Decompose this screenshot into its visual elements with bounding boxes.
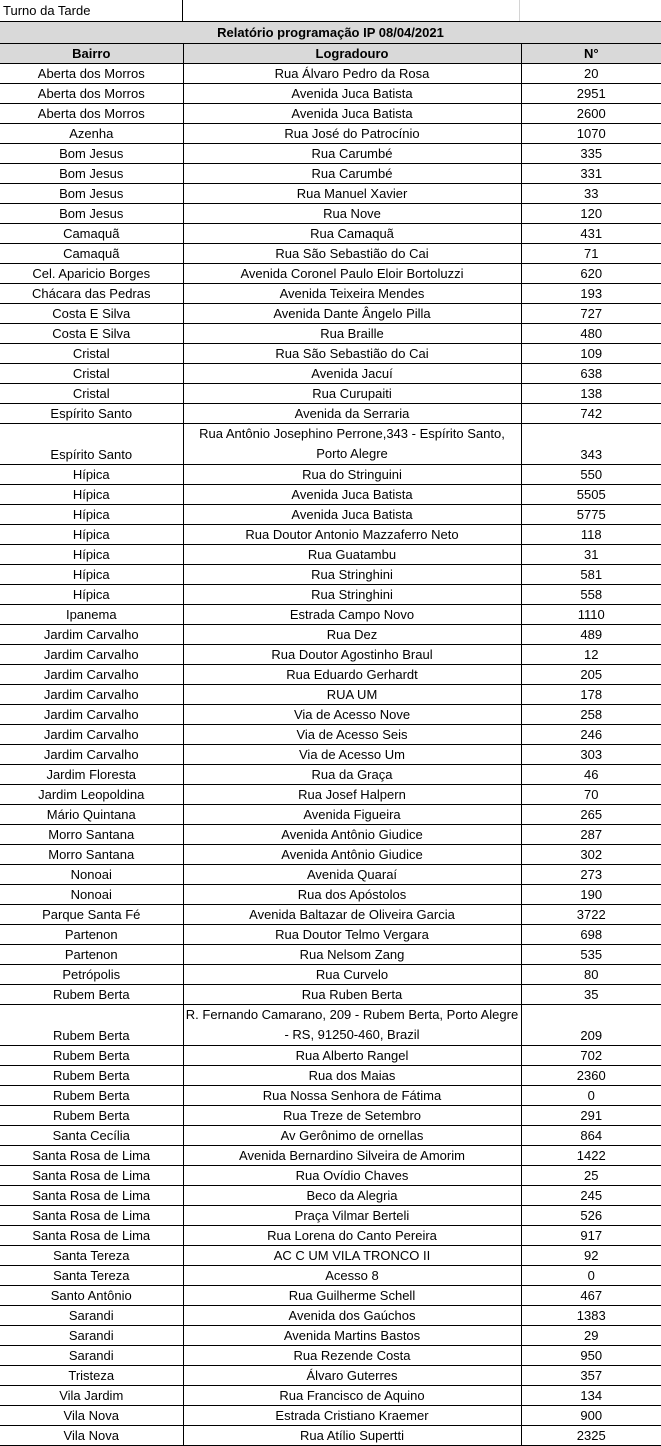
cell-bairro[interactable]: Jardim Floresta [0, 765, 183, 785]
table-row [0, 545, 661, 565]
cell-numero[interactable]: 120 [521, 204, 661, 224]
cell-logradouro[interactable]: Rua Stringhini [183, 565, 521, 585]
table-row [0, 404, 661, 424]
shift-row [0, 0, 661, 22]
cell-numero[interactable]: 467 [521, 1286, 661, 1306]
cell-bairro[interactable]: Ipanema [0, 605, 183, 625]
cell-logradouro[interactable]: Avenida Figueira [183, 805, 521, 825]
cell-logradouro[interactable]: Avenida Juca Batista [183, 84, 521, 104]
cell-numero[interactable]: 20 [521, 64, 661, 84]
cell-bairro[interactable]: Rubem Berta [0, 1066, 183, 1086]
empty-cell[interactable] [520, 0, 661, 21]
cell-bairro[interactable]: Cristal [0, 344, 183, 364]
cell-bairro[interactable]: Jardim Carvalho [0, 745, 183, 765]
table-row [0, 865, 661, 885]
cell-numero[interactable]: 1110 [521, 605, 661, 625]
cell-logradouro[interactable]: Avenida da Serraria [183, 404, 521, 424]
cell-numero[interactable]: 134 [521, 1386, 661, 1406]
table-row [0, 1086, 661, 1106]
table-row [0, 745, 661, 765]
cell-numero[interactable]: 1070 [521, 124, 661, 144]
cell-bairro[interactable]: Cristal [0, 384, 183, 404]
table-row [0, 925, 661, 945]
cell-logradouro[interactable]: Avenida Dante Ângelo Pilla [183, 304, 521, 324]
cell-logradouro[interactable]: Beco da Alegria [183, 1186, 521, 1206]
shift-label-cell[interactable]: Turno da Tarde [0, 0, 183, 21]
cell-bairro[interactable]: Rubem Berta [0, 985, 183, 1005]
cell-numero[interactable]: 900 [521, 1406, 661, 1426]
table-row [0, 324, 661, 344]
cell-bairro[interactable]: Petrópolis [0, 965, 183, 985]
table-row [0, 1306, 661, 1326]
cell-bairro[interactable]: Hípica [0, 485, 183, 505]
cell-logradouro[interactable]: Rua Camaquã [183, 224, 521, 244]
cell-numero[interactable]: 698 [521, 925, 661, 945]
cell-bairro[interactable]: Sarandi [0, 1346, 183, 1366]
cell-logradouro[interactable]: Rua Treze de Setembro [183, 1106, 521, 1126]
cell-logradouro[interactable]: Rua Doutor Agostinho Braul [183, 645, 521, 665]
cell-numero[interactable]: 331 [521, 164, 661, 184]
cell-logradouro[interactable]: Rua dos Apóstolos [183, 885, 521, 905]
cell-bairro[interactable]: Bom Jesus [0, 144, 183, 164]
cell-numero[interactable]: 31 [521, 545, 661, 565]
cell-numero[interactable]: 357 [521, 1366, 661, 1386]
cell-logradouro[interactable]: Rua do Stringuini [183, 465, 521, 485]
table-row [0, 1426, 661, 1446]
cell-bairro[interactable]: Morro Santana [0, 845, 183, 865]
cell-bairro[interactable]: Jardim Carvalho [0, 725, 183, 745]
cell-bairro[interactable]: Rubem Berta [0, 1046, 183, 1066]
cell-bairro[interactable]: Santa Tereza [0, 1246, 183, 1266]
table-row [0, 965, 661, 985]
column-header-logradouro[interactable]: Logradouro [183, 44, 521, 64]
header-row [0, 44, 661, 64]
table-row [0, 1406, 661, 1426]
cell-numero[interactable]: 33 [521, 184, 661, 204]
table-row [0, 384, 661, 404]
cell-logradouro[interactable]: Rua Josef Halpern [183, 785, 521, 805]
cell-logradouro[interactable]: RUA UM [183, 685, 521, 705]
cell-numero[interactable]: 489 [521, 625, 661, 645]
cell-logradouro[interactable]: Avenida Juca Batista [183, 505, 521, 525]
table-row [0, 1066, 661, 1086]
cell-numero[interactable]: 742 [521, 404, 661, 424]
cell-bairro[interactable]: Vila Nova [0, 1426, 183, 1446]
cell-logradouro[interactable]: Rua Doutor Telmo Vergara [183, 925, 521, 945]
cell-logradouro[interactable]: Avenida Bernardino Silveira de Amorim [183, 1146, 521, 1166]
cell-bairro[interactable]: Parque Santa Fé [0, 905, 183, 925]
table-row [0, 805, 661, 825]
cell-logradouro[interactable]: Rua Curvelo [183, 965, 521, 985]
cell-logradouro[interactable]: Rua São Sebastião do Cai [183, 244, 521, 264]
cell-bairro[interactable]: Santa Rosa de Lima [0, 1166, 183, 1186]
cell-logradouro[interactable]: Rua Ovídio Chaves [183, 1166, 521, 1186]
cell-logradouro[interactable]: Avenida Quaraí [183, 865, 521, 885]
cell-numero[interactable]: 35 [521, 985, 661, 1005]
cell-numero[interactable]: 2325 [521, 1426, 661, 1446]
cell-logradouro[interactable]: Rua Rezende Costa [183, 1346, 521, 1366]
table-row [0, 124, 661, 144]
cell-numero[interactable]: 950 [521, 1346, 661, 1366]
cell-bairro[interactable]: Jardim Carvalho [0, 625, 183, 645]
table-row [0, 364, 661, 384]
table-row [0, 64, 661, 84]
cell-logradouro[interactable]: Rua Braille [183, 324, 521, 344]
table-row [0, 725, 661, 745]
cell-bairro[interactable]: Morro Santana [0, 825, 183, 845]
cell-logradouro[interactable]: Av Gerônimo de ornellas [183, 1126, 521, 1146]
cell-numero[interactable]: 5775 [521, 505, 661, 525]
cell-logradouro[interactable]: Avenida Antônio Giudice [183, 845, 521, 865]
cell-numero[interactable]: 258 [521, 705, 661, 725]
table-row [0, 905, 661, 925]
table-row [0, 424, 661, 465]
cell-numero[interactable]: 581 [521, 565, 661, 585]
cell-bairro[interactable]: Rubem Berta [0, 1086, 183, 1106]
cell-numero[interactable]: 431 [521, 224, 661, 244]
table-row [0, 1126, 661, 1146]
table-row [0, 825, 661, 845]
cell-bairro[interactable]: Cristal [0, 364, 183, 384]
cell-bairro[interactable]: Nonoai [0, 885, 183, 905]
cell-logradouro[interactable]: Rua Álvaro Pedro da Rosa [183, 64, 521, 84]
cell-numero[interactable]: 245 [521, 1186, 661, 1206]
cell-logradouro[interactable]: AC C UM VILA TRONCO II [183, 1246, 521, 1266]
cell-bairro[interactable]: Hípica [0, 585, 183, 605]
cell-numero[interactable]: 335 [521, 144, 661, 164]
cell-numero[interactable]: 265 [521, 805, 661, 825]
table-row [0, 244, 661, 264]
table-row [0, 1366, 661, 1386]
table-row [0, 1326, 661, 1346]
cell-numero[interactable]: 5505 [521, 485, 661, 505]
table-body [0, 64, 661, 1446]
table-row [0, 304, 661, 324]
table-row [0, 645, 661, 665]
cell-bairro[interactable]: Santo Antônio [0, 1286, 183, 1306]
cell-logradouro[interactable]: Rua Guilherme Schell [183, 1286, 521, 1306]
cell-bairro[interactable]: Espírito Santo [0, 424, 183, 465]
cell-numero[interactable]: 638 [521, 364, 661, 384]
cell-bairro[interactable]: Santa Rosa de Lima [0, 1226, 183, 1246]
table-row [0, 1046, 661, 1066]
cell-logradouro[interactable]: Rua São Sebastião do Cai [183, 344, 521, 364]
table-row [0, 1286, 661, 1306]
cell-numero[interactable]: 343 [521, 424, 661, 465]
cell-logradouro[interactable]: Rua Curupaiti [183, 384, 521, 404]
cell-numero[interactable]: 303 [521, 745, 661, 765]
table-row [0, 585, 661, 605]
cell-numero[interactable]: 727 [521, 304, 661, 324]
cell-logradouro[interactable]: Avenida Juca Batista [183, 485, 521, 505]
cell-bairro[interactable]: Hípica [0, 465, 183, 485]
cell-numero[interactable]: 291 [521, 1106, 661, 1126]
cell-numero[interactable]: 480 [521, 324, 661, 344]
cell-logradouro[interactable]: Via de Acesso Um [183, 745, 521, 765]
cell-bairro[interactable]: Bom Jesus [0, 184, 183, 204]
cell-numero[interactable]: 0 [521, 1266, 661, 1286]
cell-bairro[interactable]: Santa Rosa de Lima [0, 1206, 183, 1226]
table-row [0, 1166, 661, 1186]
table-row [0, 204, 661, 224]
cell-bairro[interactable]: Costa E Silva [0, 324, 183, 344]
cell-numero[interactable]: 138 [521, 384, 661, 404]
cell-bairro[interactable]: Rubem Berta [0, 1005, 183, 1046]
cell-bairro[interactable]: Aberta dos Morros [0, 104, 183, 124]
table-row [0, 525, 661, 545]
cell-bairro[interactable]: Cel. Aparicio Borges [0, 264, 183, 284]
cell-bairro[interactable]: Vila Nova [0, 1406, 183, 1426]
cell-numero[interactable]: 193 [521, 284, 661, 304]
cell-bairro[interactable]: Camaquã [0, 244, 183, 264]
cell-bairro[interactable]: Vila Jardim [0, 1386, 183, 1406]
cell-logradouro[interactable]: Praça Vilmar Berteli [183, 1206, 521, 1226]
column-header-bairro[interactable]: Bairro [0, 44, 183, 64]
table-row [0, 164, 661, 184]
cell-bairro[interactable]: Jardim Leopoldina [0, 785, 183, 805]
cell-bairro[interactable]: Sarandi [0, 1326, 183, 1346]
cell-logradouro[interactable]: Avenida dos Gaúchos [183, 1306, 521, 1326]
cell-bairro[interactable]: Santa Tereza [0, 1266, 183, 1286]
cell-bairro[interactable]: Aberta dos Morros [0, 64, 183, 84]
table-row [0, 144, 661, 164]
cell-logradouro[interactable]: Rua Francisco de Aquino [183, 1386, 521, 1406]
cell-logradouro[interactable]: Rua Nossa Senhora de Fátima [183, 1086, 521, 1106]
cell-bairro[interactable]: Partenon [0, 945, 183, 965]
table-row [0, 485, 661, 505]
cell-logradouro[interactable]: Via de Acesso Seis [183, 725, 521, 745]
cell-logradouro[interactable]: Rua Eduardo Gerhardt [183, 665, 521, 685]
cell-bairro[interactable]: Costa E Silva [0, 304, 183, 324]
table-row [0, 1246, 661, 1266]
cell-logradouro[interactable]: Rua Alberto Rangel [183, 1046, 521, 1066]
cell-numero[interactable]: 287 [521, 825, 661, 845]
cell-logradouro[interactable]: Avenida Antônio Giudice [183, 825, 521, 845]
table-row [0, 665, 661, 685]
cell-numero[interactable]: 302 [521, 845, 661, 865]
cell-numero[interactable]: 178 [521, 685, 661, 705]
cell-logradouro[interactable]: Rua Manuel Xavier [183, 184, 521, 204]
table-row [0, 224, 661, 244]
cell-logradouro[interactable]: Rua Nove [183, 204, 521, 224]
cell-logradouro[interactable]: Rua da Graça [183, 765, 521, 785]
table-row [0, 985, 661, 1005]
table-row [0, 765, 661, 785]
table-row [0, 605, 661, 625]
cell-bairro[interactable]: Sarandi [0, 1306, 183, 1326]
cell-logradouro[interactable]: Rua Stringhini [183, 585, 521, 605]
table-row [0, 1106, 661, 1126]
cell-numero[interactable]: 12 [521, 645, 661, 665]
table-row [0, 1005, 661, 1046]
table-row [0, 264, 661, 284]
cell-bairro[interactable]: Jardim Carvalho [0, 685, 183, 705]
cell-logradouro[interactable]: Avenida Coronel Paulo Eloir Bortoluzzi [183, 264, 521, 284]
cell-numero[interactable]: 109 [521, 344, 661, 364]
table-row [0, 84, 661, 104]
cell-logradouro[interactable]: Avenida Baltazar de Oliveira Garcia [183, 905, 521, 925]
cell-logradouro[interactable]: Rua dos Maias [183, 1066, 521, 1086]
cell-logradouro[interactable]: Rua Carumbé [183, 144, 521, 164]
cell-logradouro[interactable]: Rua Ruben Berta [183, 985, 521, 1005]
cell-numero[interactable]: 535 [521, 945, 661, 965]
cell-numero[interactable]: 1383 [521, 1306, 661, 1326]
cell-bairro[interactable]: Jardim Carvalho [0, 645, 183, 665]
cell-bairro[interactable]: Bom Jesus [0, 204, 183, 224]
cell-numero[interactable]: 209 [521, 1005, 661, 1046]
cell-bairro[interactable]: Hípica [0, 545, 183, 565]
table-row [0, 184, 661, 204]
table-row [0, 625, 661, 645]
cell-numero[interactable]: 92 [521, 1246, 661, 1266]
cell-numero[interactable]: 2600 [521, 104, 661, 124]
cell-numero[interactable]: 558 [521, 585, 661, 605]
cell-numero[interactable]: 3722 [521, 905, 661, 925]
cell-logradouro[interactable]: Álvaro Guterres [183, 1366, 521, 1386]
cell-numero[interactable]: 205 [521, 665, 661, 685]
cell-bairro[interactable]: Aberta dos Morros [0, 84, 183, 104]
table-row [0, 1186, 661, 1206]
cell-numero[interactable]: 864 [521, 1126, 661, 1146]
table-row [0, 845, 661, 865]
cell-bairro[interactable]: Hípica [0, 525, 183, 545]
cell-logradouro[interactable]: R. Fernando Camarano, 209 - Rubem Berta, Porto Alegre - RS, 91250-460, Brazil [183, 1005, 521, 1046]
table-row [0, 785, 661, 805]
cell-logradouro[interactable]: Rua Atílio Supertti [183, 1426, 521, 1446]
cell-numero[interactable]: 620 [521, 264, 661, 284]
cell-numero[interactable]: 25 [521, 1166, 661, 1186]
cell-bairro[interactable]: Rubem Berta [0, 1106, 183, 1126]
empty-cell[interactable] [183, 0, 520, 21]
cell-bairro[interactable]: Santa Cecília [0, 1126, 183, 1146]
table-row [0, 465, 661, 485]
cell-numero[interactable]: 273 [521, 865, 661, 885]
cell-logradouro[interactable]: Avenida Martins Bastos [183, 1326, 521, 1346]
table-row [0, 104, 661, 124]
cell-logradouro[interactable]: Rua Dez [183, 625, 521, 645]
table-row [0, 1226, 661, 1246]
column-header-numero[interactable]: N° [521, 44, 661, 64]
table-row [0, 565, 661, 585]
table-row [0, 505, 661, 525]
table-row [0, 284, 661, 304]
cell-logradouro[interactable]: Via de Acesso Nove [183, 705, 521, 725]
cell-numero[interactable]: 46 [521, 765, 661, 785]
cell-numero[interactable]: 118 [521, 525, 661, 545]
report-table [0, 44, 661, 1446]
cell-logradouro[interactable]: Avenida Teixeira Mendes [183, 284, 521, 304]
cell-bairro[interactable]: Jardim Carvalho [0, 665, 183, 685]
table-row [0, 1346, 661, 1366]
table-row [0, 885, 661, 905]
table-row [0, 1266, 661, 1286]
cell-numero[interactable]: 0 [521, 1086, 661, 1106]
cell-numero[interactable]: 246 [521, 725, 661, 745]
cell-logradouro[interactable]: Estrada Cristiano Kraemer [183, 1406, 521, 1426]
cell-numero[interactable]: 2360 [521, 1066, 661, 1086]
cell-numero[interactable]: 550 [521, 465, 661, 485]
cell-numero[interactable]: 2951 [521, 84, 661, 104]
table-row [0, 685, 661, 705]
cell-logradouro[interactable]: Avenida Juca Batista [183, 104, 521, 124]
cell-bairro[interactable]: Hípica [0, 565, 183, 585]
cell-bairro[interactable]: Santa Rosa de Lima [0, 1146, 183, 1166]
cell-numero[interactable]: 1422 [521, 1146, 661, 1166]
cell-numero[interactable]: 702 [521, 1046, 661, 1066]
table-row [0, 1206, 661, 1226]
cell-bairro[interactable]: Mário Quintana [0, 805, 183, 825]
cell-bairro[interactable]: Bom Jesus [0, 164, 183, 184]
table-row [0, 1386, 661, 1406]
cell-logradouro[interactable]: Rua Lorena do Canto Pereira [183, 1226, 521, 1246]
cell-bairro[interactable]: Santa Rosa de Lima [0, 1186, 183, 1206]
cell-logradouro[interactable]: Estrada Campo Novo [183, 605, 521, 625]
cell-bairro[interactable]: Chácara das Pedras [0, 284, 183, 304]
cell-numero[interactable]: 29 [521, 1326, 661, 1346]
table-row [0, 1146, 661, 1166]
cell-bairro[interactable]: Jardim Carvalho [0, 705, 183, 725]
cell-bairro[interactable]: Hípica [0, 505, 183, 525]
cell-numero[interactable]: 190 [521, 885, 661, 905]
cell-bairro[interactable]: Partenon [0, 925, 183, 945]
cell-bairro[interactable]: Camaquã [0, 224, 183, 244]
cell-logradouro[interactable]: Rua Nelsom Zang [183, 945, 521, 965]
cell-bairro[interactable]: Tristeza [0, 1366, 183, 1386]
cell-numero[interactable]: 526 [521, 1206, 661, 1226]
cell-logradouro[interactable]: Rua José do Patrocínio [183, 124, 521, 144]
cell-logradouro[interactable]: Rua Guatambu [183, 545, 521, 565]
table-row [0, 344, 661, 364]
cell-logradouro[interactable]: Rua Carumbé [183, 164, 521, 184]
cell-numero[interactable]: 71 [521, 244, 661, 264]
report-title[interactable]: Relatório programação IP 08/04/2021 [0, 22, 661, 44]
table-row [0, 945, 661, 965]
cell-bairro[interactable]: Espírito Santo [0, 404, 183, 424]
cell-logradouro[interactable]: Rua Antônio Josephino Perrone,343 - Espírito Santo, Porto Alegre [183, 424, 521, 465]
cell-logradouro[interactable]: Rua Doutor Antonio Mazzaferro Neto [183, 525, 521, 545]
cell-bairro[interactable]: Azenha [0, 124, 183, 144]
cell-logradouro[interactable]: Acesso 8 [183, 1266, 521, 1286]
cell-numero[interactable]: 80 [521, 965, 661, 985]
table-row [0, 705, 661, 725]
cell-numero[interactable]: 70 [521, 785, 661, 805]
cell-bairro[interactable]: Nonoai [0, 865, 183, 885]
cell-numero[interactable]: 917 [521, 1226, 661, 1246]
cell-logradouro[interactable]: Avenida Jacuí [183, 364, 521, 384]
